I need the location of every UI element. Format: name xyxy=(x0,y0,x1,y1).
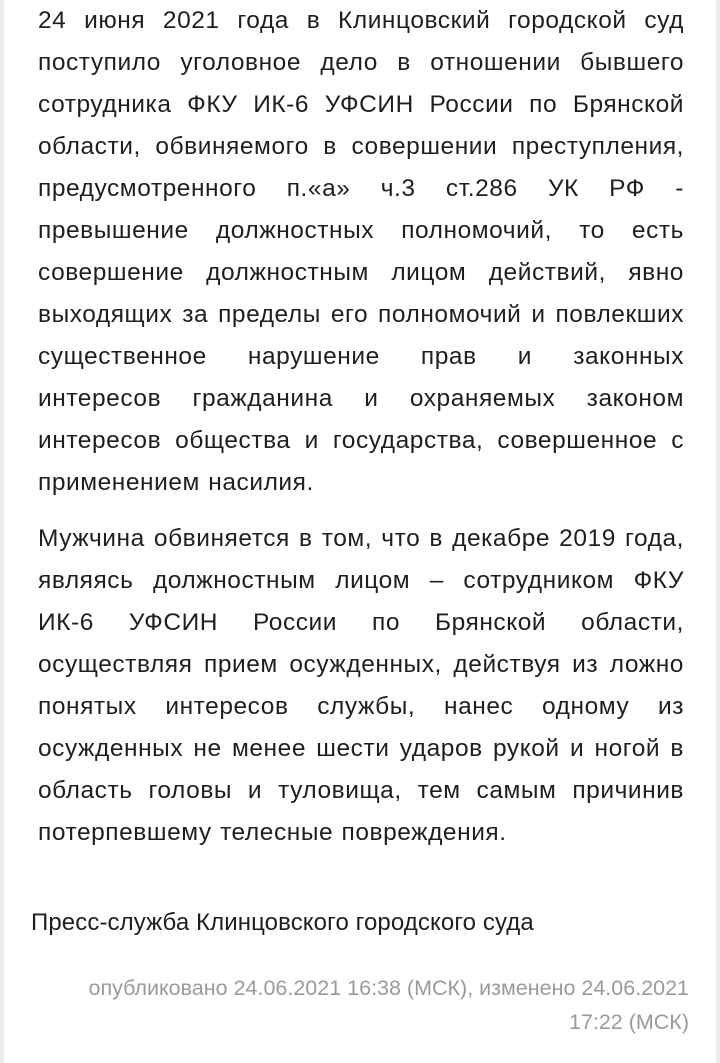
page-edge-left xyxy=(0,0,4,1063)
article-body xyxy=(38,0,684,854)
press-service-signature: Пресс-служба Клинцовского городского суда xyxy=(31,909,534,936)
page-edge-right xyxy=(716,0,720,1063)
article-paragraph-2: Мужчина обвиняется в том, что в декабре 2019 года, являясь должностным лицом – сотрудником ФКУ ИК-6 УФСИН России по Брянской области, осуществляя прием осужденных, действуя из ложно понятых интересов службы, нанес одному из осужденных не менее шести ударов рукой и ногой в область головы и туловища, тем самым причинив потерпевшему телесные повреждения. xyxy=(38,525,684,846)
article-paragraph-1: 24 июня 2021 года в Клинцовский городской суд поступило уголовное дело в отношении бывшего сотрудника ФКУ ИК-6 УФСИН России по Брянской области, обвиняемого в совершении преступления, предусмотренного п.«а» ч.3 ст.286 УК РФ - превышение должностных полномочий, то есть совершение должностным лицом действий, явно выходящих за пределы его полномочий и повлекших существенное нарушение прав и законных интересов гражданина и охраняемых законом интересов общества и государства, совершенное с применением насилия. xyxy=(38,7,684,496)
publication-meta: опубликовано 24.06.2021 16:38 (МСК), изменено 24.06.2021 17:22 (МСК) xyxy=(88,976,689,1034)
